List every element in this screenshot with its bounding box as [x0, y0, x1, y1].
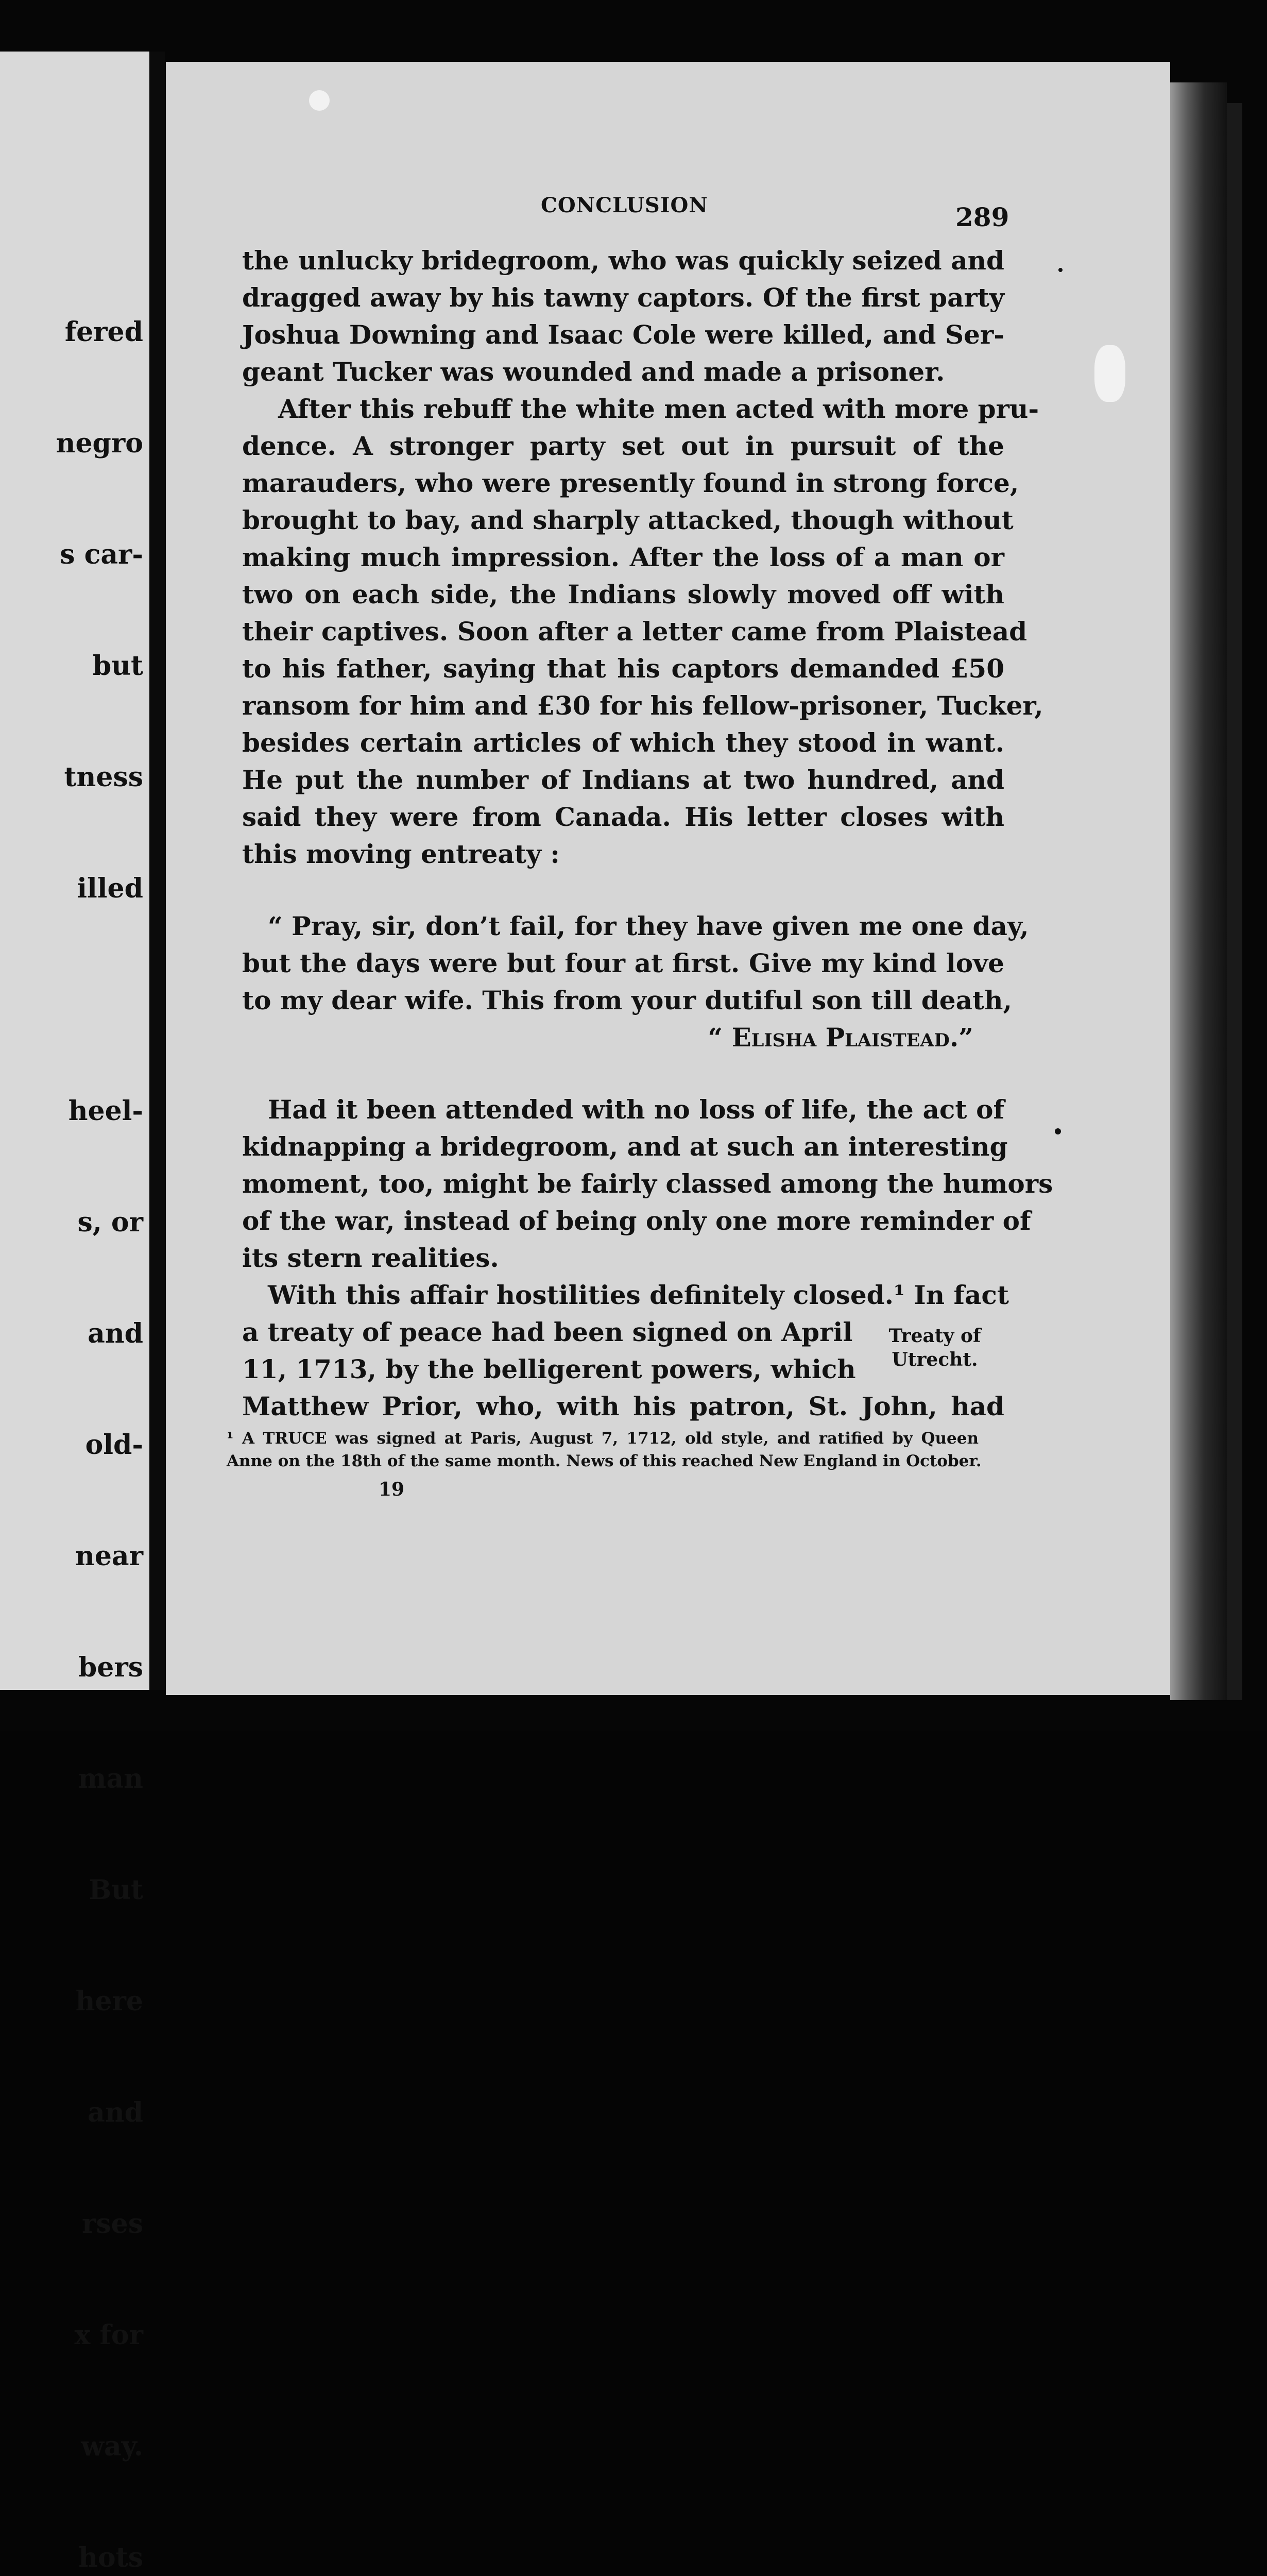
text-line: a treaty of peace had been signed on April: [242, 1317, 853, 1347]
left-line: old-: [85, 1429, 143, 1461]
left-line: and: [88, 1318, 143, 1349]
scan-speck: [1094, 345, 1125, 402]
left-line: x for: [74, 2319, 143, 2351]
left-line: near: [75, 1540, 143, 1572]
text-line: their captives. Soon after a letter came from Plaistead: [242, 616, 1028, 647]
text-line: ransom for him and £30 for his fellow-prisoner, Tucker,: [242, 690, 1043, 721]
text-line: two on each side, the Indians slowly moved off with: [242, 579, 1004, 609]
marginal-note-line: Treaty of: [888, 1325, 981, 1347]
left-line: tness: [64, 761, 143, 793]
left-line: here: [75, 1986, 143, 2017]
text-line: making much impression. After the loss of a man or: [242, 542, 1004, 572]
left-line: but: [92, 650, 143, 682]
text-line: kidnapping a bridegroom, and at such an interesting: [242, 1131, 1008, 1162]
text-line: With this affair hostilities definitely closed.¹ In fact: [268, 1280, 1009, 1310]
text-line: geant Tucker was wounded and made a prisoner.: [242, 357, 945, 387]
left-line: man: [78, 1763, 143, 1794]
text-line: besides certain articles of which they stood in want.: [242, 727, 1004, 758]
scan-speck: [309, 90, 330, 111]
book-gutter: [149, 52, 165, 1690]
text-line: its stern realities.: [242, 1243, 499, 1273]
marginal-note-line: Utrecht.: [892, 1349, 978, 1370]
text-line: 11, 1713, by the belligerent powers, which: [242, 1354, 856, 1384]
left-line: way.: [81, 2431, 143, 2462]
text-line: marauders, who were presently found in strong force,: [242, 468, 1019, 498]
page-number: 289: [955, 202, 1009, 232]
marginal-note: [876, 1324, 994, 1371]
text-line: brought to bay, and sharply attacked, though without: [242, 505, 1014, 535]
printer-signature-mark: 19: [379, 1479, 405, 1500]
quote-line: to my dear wife. This from your dutiful son till death,: [242, 985, 1012, 1015]
text-line: moment, too, might be fairly classed among the humors: [242, 1168, 1053, 1199]
footnote-line: Anne on the 18th of the same month. News of this reached New England in October.: [227, 1452, 982, 1470]
left-line: But: [89, 1874, 143, 1906]
page-edge-shadow: [1170, 82, 1227, 1700]
left-line: hots: [78, 2542, 143, 2573]
text-line: Joshua Downing and Isaac Cole were killed, and Ser-: [242, 319, 1004, 350]
quote-signature: “ Elisha Plaistead.”: [708, 1022, 973, 1053]
running-title: CONCLUSION: [541, 193, 708, 217]
text-line: Had it been attended with no loss of life, the act of: [268, 1094, 1004, 1125]
body-text: [242, 242, 1053, 1425]
text-line: this moving entreaty :: [242, 839, 560, 869]
left-line: and: [88, 2097, 143, 2128]
text-line: Matthew Prior, who, with his patron, St. John, had: [242, 1391, 1004, 1421]
left-line: s car-: [60, 539, 143, 570]
left-page-line-ends: [56, 240, 143, 2576]
footnote-line: ¹ A TRUCE was signed at Paris, August 7, 1712, old style, and ratified by Queen: [227, 1429, 979, 1448]
footnote: [227, 1427, 982, 1472]
left-line: heel-: [68, 1095, 143, 1127]
left-line: fered: [64, 316, 143, 348]
text-line: the unlucky bridegroom, who was quickly seized and: [242, 245, 1004, 276]
text-line: After this rebuff the white men acted with more pru-: [278, 394, 1039, 424]
left-line: rses: [81, 2208, 143, 2240]
left-line-gap: [56, 981, 143, 1019]
scan-dot: [1058, 268, 1063, 272]
page-edge-dark: [1227, 103, 1242, 1700]
left-line: s, or: [77, 1207, 143, 1238]
quote-line: “ Pray, sir, don’t fail, for they have given me one day,: [268, 911, 1029, 941]
left-facing-page: [0, 52, 149, 2573]
text-line: said they were from Canada. His letter closes with: [242, 802, 1004, 832]
left-line: bers: [78, 1652, 143, 1683]
left-line: illed: [77, 873, 143, 904]
scan-dot: [1055, 1128, 1061, 1134]
text-line: dence. A stronger party set out in pursuit of the: [242, 431, 1004, 461]
left-line: negro: [56, 428, 143, 459]
text-line: dragged away by his tawny captors. Of the first party: [242, 282, 1004, 313]
text-line: He put the number of Indians at two hundred, and: [242, 765, 1004, 795]
text-line: of the war, instead of being only one more reminder of: [242, 1206, 1031, 1236]
quote-line: but the days were but four at first. Give my kind love: [242, 948, 1004, 978]
text-line: to his father, saying that his captors demanded £50: [242, 653, 1004, 684]
